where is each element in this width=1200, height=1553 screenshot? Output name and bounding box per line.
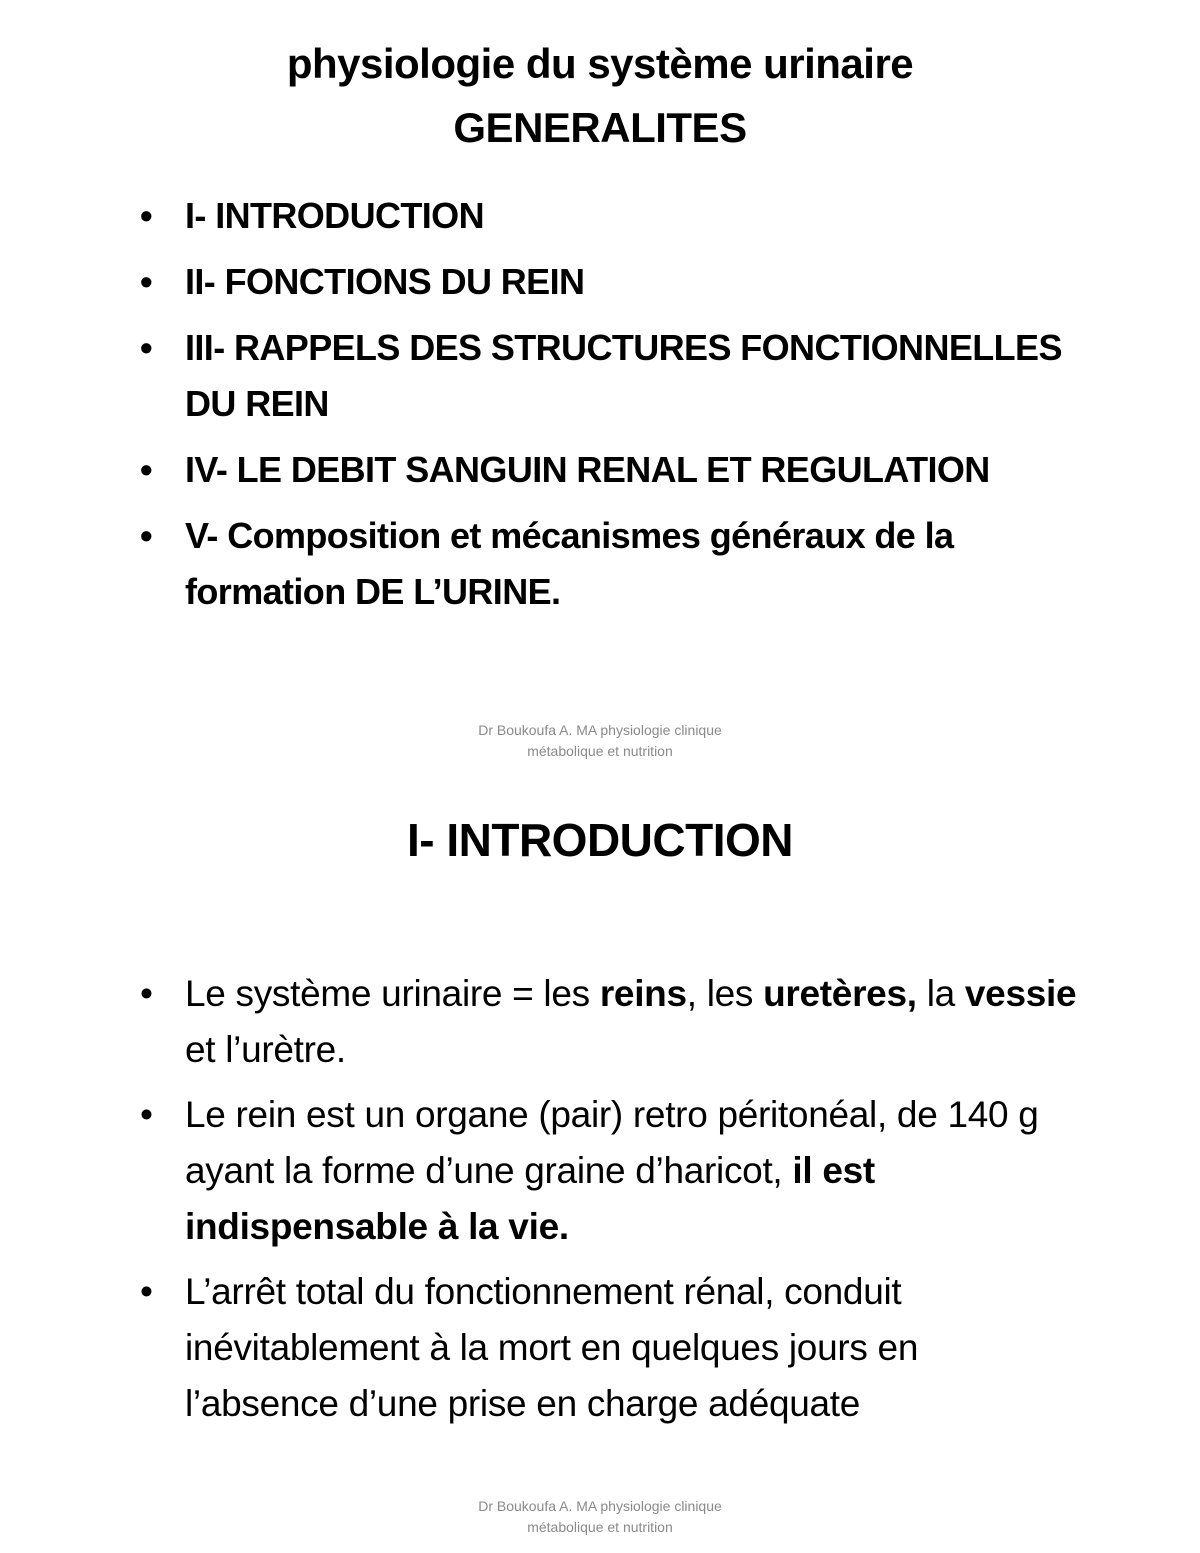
bullet-icon: • [140,1271,153,1312]
footer-line-1: Dr Boukoufa A. MA physiologie clinique [478,722,722,738]
title-line-2: GENERALITES [453,104,747,151]
footer-line-2: métabolique et nutrition [527,743,673,759]
footer-line-1: Dr Boukoufa A. MA physiologie clinique [478,1498,722,1514]
slide-introduction [0,776,1200,1553]
slide-footer [0,1496,1200,1538]
outline-item [140,320,1080,432]
text-run: la [916,973,965,1014]
slide-title: I- INTRODUCTION [406,814,793,866]
bold-run: uretères, [763,973,917,1014]
outline-item [140,188,1080,244]
outline-item [140,508,1080,620]
outline-item-text: I- INTRODUCTION [185,195,484,236]
outline-list [140,188,1080,630]
title-line-1: physiologie du système urinaire [286,40,914,87]
outline-item-text: III- RAPPELS DES STRUCTURES FONCTIONNELLES DU REIN [185,327,1062,424]
intro-text [185,973,1076,1070]
text-run: , les [686,973,764,1014]
bold-run: vessie [964,973,1077,1014]
intro-text [185,1094,1039,1247]
outline-item-text: II- FONCTIONS DU REIN [185,261,585,302]
outline-item-text: V- Composition et mécanismes généraux de la formation DE L’URINE. [185,515,954,612]
slide-footer [0,720,1200,762]
outline-item [140,442,1080,498]
bold-run: il est indispensable à la vie. [185,1150,875,1247]
bullet-icon: • [140,973,153,1014]
slide-title [0,32,1200,160]
intro-list [140,966,1080,1441]
bullet-icon: • [140,261,153,302]
bullet-icon: • [140,195,153,236]
outline-item [140,254,1080,310]
intro-text: L’arrêt total du fonctionnement rénal, conduit inévitablement à la mort en quelques jours en l’absence d’une prise en charge adéquate [185,1271,919,1424]
footer-line-2: métabolique et nutrition [527,1519,673,1535]
bullet-icon: • [140,1094,153,1135]
intro-item [140,966,1080,1078]
slide-generalites [0,0,1200,776]
bold-run: reins [599,973,687,1014]
text-run: Le système urinaire = les [185,973,600,1014]
bullet-icon: • [140,327,153,368]
bullet-icon: • [140,515,153,556]
outline-item-text: IV- LE DEBIT SANGUIN RENAL ET REGULATION [185,449,990,490]
intro-item [140,1087,1080,1255]
bullet-icon: • [140,449,153,490]
text-run: Le rein est un organe (pair) retro péritonéal, de 140 g ayant la forme d’une graine d’haricot, [185,1094,1039,1191]
text-run: et l’urètre. [185,1029,346,1070]
intro-item [140,1264,1080,1432]
